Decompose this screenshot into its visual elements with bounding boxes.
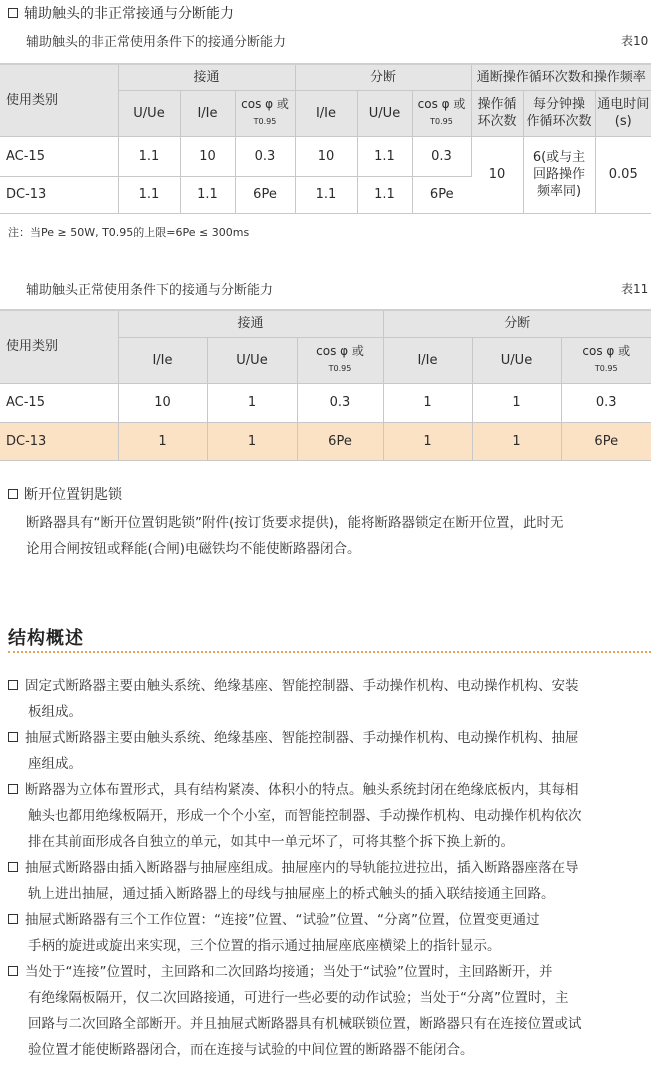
col-u-ue: U/Ue xyxy=(118,90,180,136)
list-item-line: 回路与二次回路全部断开。并且抽屉式断路器具有机械联锁位置，断路器只有在连接位置或试 xyxy=(28,1016,582,1032)
list-item-text: 断路器为立体布置形式，具有结构紧凑、体积小的特点。触头系统封闭在绝缘底板内，其每相 xyxy=(25,782,579,798)
col-i-ie: I/Ie xyxy=(383,337,472,383)
col-category: 使用类别 xyxy=(0,64,118,136)
checkbox-square-icon xyxy=(8,914,18,924)
checkbox-square-icon xyxy=(8,966,18,976)
cell: 1.1 xyxy=(295,176,357,213)
cell: 1 xyxy=(383,383,472,422)
col-cos xyxy=(235,90,295,136)
freq-val3: 频率同) xyxy=(536,184,582,199)
table-row-highlighted xyxy=(0,422,651,460)
col-freq xyxy=(523,90,595,136)
table10-number: 表10 xyxy=(621,34,649,48)
cos-label: cos φ 或 xyxy=(241,97,289,111)
cell: 6Pe xyxy=(412,176,471,213)
lock-title: 断开位置钥匙锁 xyxy=(24,487,122,503)
cos-label: cos φ 或 xyxy=(316,344,364,358)
cell-category: DC-13 xyxy=(0,176,118,213)
cell: 1.1 xyxy=(357,176,412,213)
col-i-ie: I/Ie xyxy=(295,90,357,136)
cell: 6Pe xyxy=(235,176,295,213)
col-cos xyxy=(561,337,651,383)
list-item-line xyxy=(8,673,648,699)
cell: 0.3 xyxy=(561,383,651,422)
table-row xyxy=(0,136,651,176)
cell: 0.3 xyxy=(412,136,471,176)
cell: 1 xyxy=(383,422,472,460)
col-u-ue: U/Ue xyxy=(357,90,412,136)
cell: 1.1 xyxy=(357,136,412,176)
list-item-line: 板组成。 xyxy=(28,704,82,720)
cell: 1.1 xyxy=(118,136,180,176)
freq-val2: 回路操作 xyxy=(532,167,585,182)
cycles-line1: 操作循 xyxy=(477,97,517,112)
col-cos xyxy=(297,337,383,383)
list-item-line: 验位置才能使断路器闭合，而在连接与试验的中间位置的断路器不能闭合。 xyxy=(28,1042,474,1058)
checkbox-square-icon xyxy=(8,862,18,872)
checkbox-square-icon xyxy=(8,489,18,499)
list-item-text: 抽屉式断路器有三个工作位置：“连接”位置、“试验”位置、“分离”位置，位置变更通过 xyxy=(25,912,540,928)
col-u-ue: U/Ue xyxy=(472,337,561,383)
list-item-line: 排在其前面形成各自独立的单元，如其中一单元坏了，可将其整个拆下换上新的。 xyxy=(28,834,514,850)
checkbox-square-icon xyxy=(8,8,18,18)
cell: 1.1 xyxy=(118,176,180,213)
table10 xyxy=(0,63,651,214)
col-i-ie: I/Ie xyxy=(118,337,207,383)
lock-paragraph xyxy=(26,510,651,562)
t095-label: T0.95 xyxy=(430,117,453,126)
col-cycles xyxy=(471,90,523,136)
cell-category: AC-15 xyxy=(0,136,118,176)
cell: 10 xyxy=(180,136,235,176)
cos-label: cos φ 或 xyxy=(582,344,631,358)
cell-cycles: 10 xyxy=(471,136,523,213)
paragraph-line: 断路器具有“断开位置钥匙锁”附件(按订货要求提供)，能将断路器锁定在断开位置，此时无 xyxy=(26,515,564,531)
list-item-text: 抽屉式断路器主要由触头系统、绝缘基座、智能控制器、手动操作机构、电动操作机构、抽屉 xyxy=(25,730,579,746)
list-item-line xyxy=(8,725,648,751)
freq-val1: 6(或与主 xyxy=(532,150,586,165)
cell: 0.3 xyxy=(297,383,383,422)
list-item-line: 轨上进出抽屉，通过插入断路器上的母线与抽屉座上的桥式触头的插入联结接通主回路。 xyxy=(28,886,555,902)
cell: 10 xyxy=(118,383,207,422)
table10-caption: 辅助触头的非正常使用条件下的接通分断能力 xyxy=(26,35,287,50)
group-break: 分断 xyxy=(383,310,651,337)
t095-label: T0.95 xyxy=(594,364,618,373)
cell: 1 xyxy=(207,383,297,422)
col-i-ie: I/Ie xyxy=(180,90,235,136)
group-break: 分断 xyxy=(295,64,471,90)
list-item-line: 有绝缘隔板隔开，仅二次回路接通，可进行一些必要的动作试验；当处于“分离”位置时，主 xyxy=(28,990,569,1006)
list-item-text: 抽屉式断路器由插入断路器与抽屉座组成。抽屉座内的导轨能拉进拉出，插入断路器座落在导 xyxy=(25,860,579,876)
section-heading xyxy=(8,3,234,23)
list-item xyxy=(8,959,648,1063)
structure-list xyxy=(8,673,648,1063)
section-title: 结构概述 xyxy=(8,628,84,649)
list-item xyxy=(8,777,648,855)
cell-category: AC-15 xyxy=(0,383,118,422)
heading-text: 辅助触头的非正常接通与分断能力 xyxy=(24,6,234,22)
cell-time: 0.05 xyxy=(595,136,651,213)
list-item-line: 手柄的旋进或旋出来实现，三个位置的指示通过抽屉座底座横梁上的指针显示。 xyxy=(28,938,501,954)
cell: 10 xyxy=(295,136,357,176)
list-item-line xyxy=(8,959,648,985)
cell: 1 xyxy=(207,422,297,460)
lock-heading xyxy=(8,484,122,504)
col-cos xyxy=(412,90,471,136)
list-item xyxy=(8,673,648,725)
cycles-line2: 环次数 xyxy=(477,114,517,129)
freq-line2: 作循环次数 xyxy=(526,114,592,129)
cell: 1 xyxy=(118,422,207,460)
cell: 6Pe xyxy=(297,422,383,460)
list-item-line xyxy=(8,907,648,933)
list-item-text: 固定式断路器主要由触头系统、绝缘基座、智能控制器、手动操作机构、电动操作机构、安装 xyxy=(25,678,579,694)
list-item-line xyxy=(8,777,648,803)
cos-label: cos φ 或 xyxy=(417,97,466,111)
list-item xyxy=(8,907,648,959)
cell: 1 xyxy=(472,422,561,460)
list-item-line: 座组成。 xyxy=(28,756,82,772)
group-make: 接通 xyxy=(118,310,383,337)
cell: 1.1 xyxy=(180,176,235,213)
cell-category: DC-13 xyxy=(0,422,118,460)
col-category: 使用类别 xyxy=(0,310,118,383)
group-ops: 通断操作循环次数和操作频率 xyxy=(471,64,651,90)
cell-freq xyxy=(523,136,595,213)
cell: 6Pe xyxy=(561,422,651,460)
checkbox-square-icon xyxy=(8,732,18,742)
group-make: 接通 xyxy=(118,64,295,90)
paragraph-line: 论用合闸按钮或释能(合闸)电磁铁均不能使断路器闭合。 xyxy=(26,541,361,557)
freq-line1: 每分钟操 xyxy=(532,97,585,112)
t095-label: T0.95 xyxy=(328,364,352,373)
t095-label: T0.95 xyxy=(253,117,277,126)
list-item xyxy=(8,725,648,777)
checkbox-square-icon xyxy=(8,680,18,690)
cell: 1 xyxy=(472,383,561,422)
list-item-line xyxy=(8,855,648,881)
table11 xyxy=(0,309,651,461)
table10-note: 注：当Pe ≥ 50W, T0.95的上限=6Pe ≤ 300ms xyxy=(8,226,250,239)
cell: 0.3 xyxy=(235,136,295,176)
section-divider xyxy=(8,651,651,653)
col-time xyxy=(595,90,651,136)
col-u-ue: U/Ue xyxy=(207,337,297,383)
checkbox-square-icon xyxy=(8,784,18,794)
list-item-text: 当处于“连接”位置时，主回路和二次回路均接通；当处于“试验”位置时，主回路断开，并 xyxy=(25,964,553,980)
table-row xyxy=(0,383,651,422)
table11-caption: 辅助触头正常使用条件下的接通与分断能力 xyxy=(26,283,274,298)
time-line2: (s) xyxy=(614,114,632,129)
table11-number: 表11 xyxy=(621,282,649,296)
time-line1: 通电时间 xyxy=(597,97,650,112)
list-item-line: 触头也都用绝缘板隔开，形成一个个小室，而智能控制器、手动操作机构、电动操作机构依次 xyxy=(28,808,582,824)
list-item xyxy=(8,855,648,907)
